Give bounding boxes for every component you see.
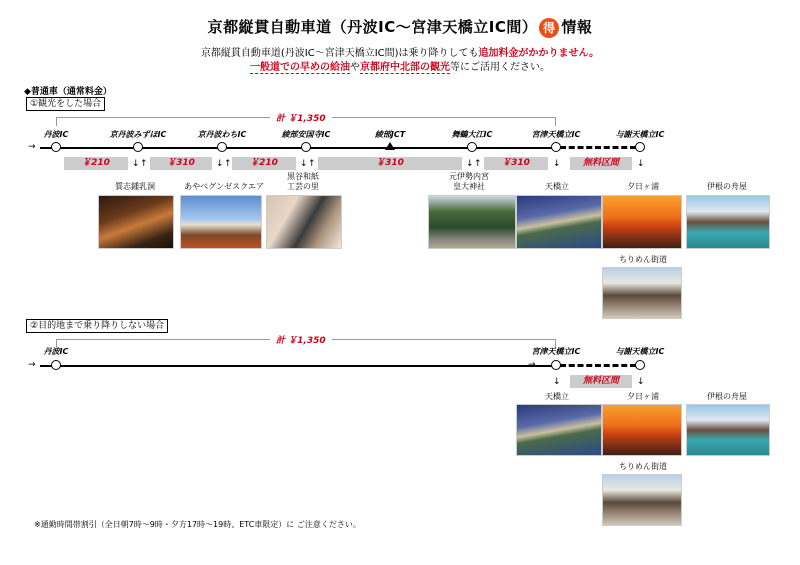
photo-yuhigaura-sunset <box>602 195 682 249</box>
case2-total: 計 ￥1,350 <box>270 333 332 346</box>
ic-node <box>301 142 311 152</box>
spot-caption: 天橋立 <box>545 392 569 401</box>
fee-box: ￥310 <box>318 157 462 170</box>
spot-caption: 黒谷和紙 <box>287 172 319 181</box>
photo-amanohashidate <box>516 404 602 456</box>
footnote: ※通勤時間帯割引（全日朝7時～9時・夕方17時～19時、ETC車限定）に ご注意ください。 <box>34 520 361 529</box>
expressway-line <box>40 147 556 149</box>
spot-caption: ちりめん街道 <box>619 462 667 471</box>
spot-caption: 天橋立 <box>545 182 569 191</box>
spot-caption: 元伊勢内宮 <box>449 172 489 181</box>
free-section-line <box>560 146 636 149</box>
spot-caption: ちりめん街道 <box>619 255 667 264</box>
section-heading: ◆普通車（通常料金） <box>24 87 112 97</box>
subtitle-text: 京都縦貫自動車道(丹波IC～宮津天橋立IC間)は乗り降りしても <box>200 48 479 59</box>
exit-arrow-icon: ↓ <box>637 159 645 169</box>
entry-arrow-icon: ↑ <box>308 159 316 169</box>
start-arrow-icon: → <box>28 142 36 152</box>
ic-node <box>635 142 645 152</box>
entry-arrow-icon: ↑ <box>140 159 148 169</box>
expressway-line <box>40 365 556 367</box>
photo-ine-funaya <box>686 195 770 249</box>
subtitle-text: 等にご活用ください。 <box>450 62 550 73</box>
exit-arrow-icon: ↓ <box>553 377 561 387</box>
ic-label: 京丹波みずほIC <box>109 130 167 139</box>
ic-label: 綾部JCT <box>374 130 406 139</box>
photo-motoise-shrine <box>428 195 516 249</box>
ic-label: 丹波IC <box>43 347 69 356</box>
spot-caption: 伊根の舟屋 <box>707 182 747 191</box>
exit-arrow-icon: ↓ <box>466 159 474 169</box>
spot-caption: 夕日ヶ浦 <box>627 182 659 191</box>
exit-arrow-icon: ↓ <box>553 159 561 169</box>
photo-chirimen-kaido <box>602 267 682 319</box>
spot-caption: 皇大神社 <box>453 182 485 191</box>
photo-ayabe-gunze <box>180 195 262 249</box>
subtitle-line-1 <box>0 44 800 59</box>
free-section-line <box>560 364 636 367</box>
subtitle-highlight: 追加料金がかかりません。 <box>478 48 600 59</box>
fee-box: ￥310 <box>484 157 548 170</box>
ic-node <box>217 142 227 152</box>
ic-node <box>133 142 143 152</box>
fee-box: ￥210 <box>64 157 128 170</box>
toku-badge-icon: 得 <box>539 18 559 38</box>
title-suffix: 情報 <box>561 18 593 36</box>
photo-ine-funaya <box>686 404 770 456</box>
exit-arrow-icon: ↓ <box>300 159 308 169</box>
exit-arrow-icon: ↓ <box>132 159 140 169</box>
title-text: 京都縦貫自動車道（丹波IC～宮津天橋立IC間） <box>207 18 538 36</box>
fee-box: ￥210 <box>232 157 296 170</box>
highlight-fuel: 一般道での早めの給油 <box>250 62 350 73</box>
ic-node <box>467 142 477 152</box>
ic-node <box>51 360 61 370</box>
spot-caption: 質志鍾乳洞 <box>115 182 155 191</box>
spot-caption: あやべグンゼスクエア <box>184 182 264 191</box>
entry-arrow-icon: ↑ <box>474 159 482 169</box>
ic-label: 与謝天橋立IC <box>615 347 665 356</box>
photo-shojinbo-cave <box>98 195 174 249</box>
ic-node <box>551 360 561 370</box>
ic-label: 綾部安国寺IC <box>281 130 331 139</box>
case1-label: ①観光をした場合 <box>26 97 105 111</box>
photo-kurotani-washi <box>266 195 342 249</box>
case1-total: 計 ￥1,350 <box>270 111 332 124</box>
case2-label: ②目的地まで乗り降りしない場合 <box>26 319 168 333</box>
free-section-box: 無料区間 <box>570 375 632 388</box>
ic-node <box>51 142 61 152</box>
ic-label: 京丹波わちIC <box>197 130 247 139</box>
ic-label: 与謝天橋立IC <box>615 130 665 139</box>
spot-caption: 工芸の里 <box>287 182 319 191</box>
photo-yuhigaura-sunset <box>602 404 682 456</box>
exit-arrow-icon: ↓ <box>216 159 224 169</box>
spot-caption: 伊根の舟屋 <box>707 392 747 401</box>
subtitle-text: や <box>350 62 360 73</box>
ic-label: 丹波IC <box>43 130 69 139</box>
highlight-tourism: 京都府中北部の観光 <box>360 62 450 73</box>
subtitle-line-2 <box>0 58 800 73</box>
photo-amanohashidate <box>516 195 602 249</box>
ic-label: 宮津天橋立IC <box>531 347 581 356</box>
jct-triangle-icon <box>385 142 395 150</box>
page-title <box>0 16 800 38</box>
photo-chirimen-kaido <box>602 474 682 526</box>
start-arrow-icon: → <box>28 360 36 370</box>
exit-arrow-icon: ↓ <box>637 377 645 387</box>
ic-label: 舞鶴大江IC <box>451 130 493 139</box>
ic-label: 宮津天橋立IC <box>531 130 581 139</box>
free-section-box: 無料区間 <box>570 157 632 170</box>
spot-caption: 夕日ヶ浦 <box>627 392 659 401</box>
fee-box: ￥310 <box>150 157 212 170</box>
direction-arrow-icon: → <box>528 360 536 370</box>
entry-arrow-icon: ↑ <box>224 159 232 169</box>
ic-node <box>635 360 645 370</box>
ic-node <box>551 142 561 152</box>
